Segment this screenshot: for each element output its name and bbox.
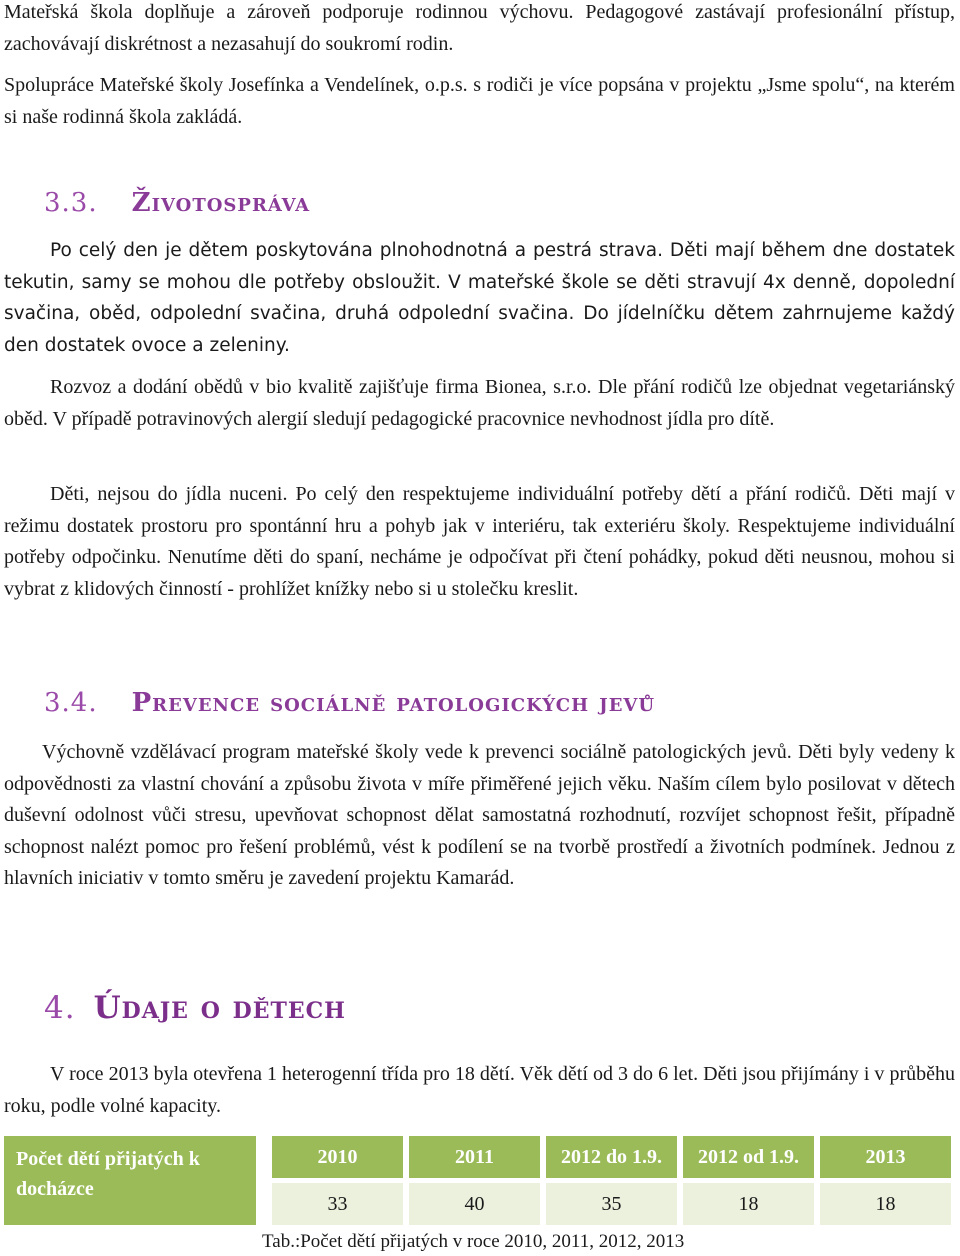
heading-3-3: 3.3. Životospráva <box>44 188 311 218</box>
table-header-year: 2010 <box>264 1136 406 1181</box>
paragraph-cooperation: Spolupráce Mateřské školy Josefínka a Vendelínek, o.p.s. s rodiči je více popsána v projektu „Jsme spolu“, na kterém si naše rodinná škola zakládá. <box>4 74 955 128</box>
paragraph-lunch-delivery: Rozvoz a dodání obědů v bio kvalitě zajišťuje firma Bionea, s.r.o. Dle přání rodičů lze objednat vegetariánský oběd. V případě potravinových alergií sledují pedagogické pracovnice nevhodnost jídla pro dítě. <box>4 376 955 430</box>
paragraph-rest: Děti, nejsou do jídla nuceni. Po celý den respektujeme individuální potřeby dětí a přání rodičů. Děti mají v režimu dostatek prostoru pro spontánní hru a pohyb jak v interiéru, tak exteriéru školy. Respektujeme individuální potřeby odpočinku. Nenutíme děti do spaní, necháme je odpočívat při čtení pohádky, pokud děti neusnou, mohou si vybrat z klidových činností - prohlížet knížky nebo si u stolečku kreslit. <box>4 483 955 600</box>
paragraph-diet: Po celý den je dětem poskytována plnohodnotná a pestrá strava. Děti mají během dne dostatek tekutin, samy se mohou dle potřeby obsloužit. V mateřské škole se děti stravují 4x denně, dopolední svačina, oběd, odpolední svačina, druhá odpolední svačina. Do jídelníčku dětem zahrnujeme každý den dostatek ovoce a zeleniny. <box>4 240 955 356</box>
heading-4: 4. Údaje o dětech <box>44 990 346 1026</box>
heading-3-4: 3.4. Prevence sociálně patologických jevů <box>44 688 656 718</box>
table-cell-count: 33 <box>264 1181 406 1226</box>
table-cell-count: 35 <box>543 1181 680 1226</box>
table-cell-count: 18 <box>680 1181 817 1226</box>
table-header-year: 2011 <box>406 1136 543 1181</box>
table-cell-count: 40 <box>406 1181 543 1226</box>
paragraph-children-data: V roce 2013 byla otevřena 1 heterogenní třída pro 18 dětí. Věk dětí od 3 do 6 let. Děti jsou přijímány i v průběhu roku, podle volné kapacity. <box>4 1063 955 1117</box>
paragraph-family-support: Mateřská škola doplňuje a zároveň podporuje rodinnou výchovu. Pedagogové zastávají profesionální přístup, zachovávají diskrétnost a nezasahují do soukromí rodin. <box>4 1 955 55</box>
table-header-year: 2012 do 1.9. <box>543 1136 680 1181</box>
table-header-year: 2013 <box>817 1136 951 1181</box>
table-label-cell: Počet dětí přijatých k docházce <box>4 1136 264 1225</box>
table-caption: Tab.:Počet dětí přijatých v roce 2010, 2011, 2012, 2013 <box>262 1231 685 1252</box>
children-admitted-table <box>4 1136 951 1225</box>
table-cell-count: 18 <box>817 1181 951 1226</box>
table-header-year: 2012 od 1.9. <box>680 1136 817 1181</box>
paragraph-prevention: Výchovně vzdělávací program mateřské školy vede k prevenci sociálně patologických jevů. Děti byly vedeny k odpovědnosti za vlastní chování a způsobu života v míře přiměřené jejich věku. Naším cílem bylo posilovat v dětech duševní odolnost vůči stresu, upevňovat schopnost dělat samostatná rozhodnutí, rozvíjet schopnost řešit, případně schopnost nalézt pomoc pro řešení problémů, vést k podílení se na tvorbě prostředí a životních podmínek. Jednou z hlavních iniciativ v tomto směru je zavedení projektu Kamarád. <box>4 741 955 889</box>
